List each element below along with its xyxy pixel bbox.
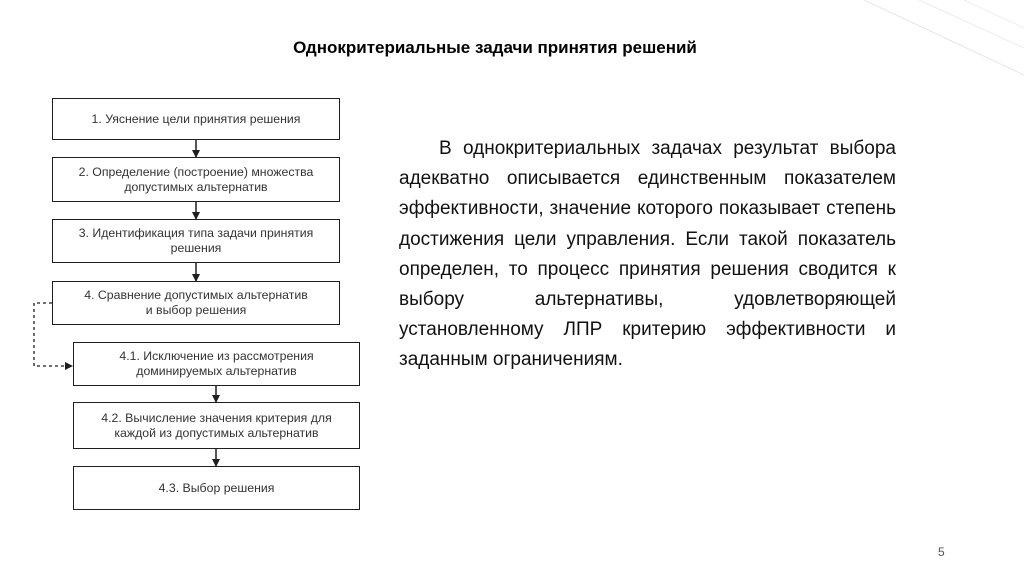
flow-step-3-line-2: решения (170, 241, 222, 255)
flow-step-1-line-1: 1. Уяснение цели принятия решения (91, 111, 301, 126)
flow-step-4-2-line-2: каждой из допустимых альтернатив (114, 425, 319, 440)
flow-step-4-1-line-2: доминируемых альтернатив (136, 364, 297, 378)
flow-step-4-line-2: и выбор решения (145, 303, 247, 317)
flow-step-1 (52, 98, 340, 140)
flow-step-3 (52, 219, 340, 263)
flow-step-2 (52, 157, 340, 202)
flow-step-4-1-line-1: 4.1. Исключение из рассмотрения (119, 349, 314, 363)
slide-title: Однокритериальные задачи принятия решений (293, 38, 697, 57)
flow-step-4-line-1: 4. Сравнение допустимых альтернатив (84, 288, 308, 302)
flow-step-3-line-1: 3. Идентификация типа задачи принятия (78, 226, 314, 240)
flow-step-2-line-2: допустимых альтернатив (124, 179, 268, 194)
page-number: 5 (938, 545, 945, 559)
flow-step-4-3-line-1: 4.3. Выбор решения (158, 480, 275, 495)
flow-step-4-2 (73, 402, 360, 449)
flow-step-4-3 (73, 466, 360, 510)
description-paragraph: В однокритериальных задачах результат выбора адекватно описывается единственным показателем эффективности, значение которого показывает степень достижения цели управления. Если такой показатель определен, то процесс принятия решения сводится к выбору альтернативы, удовлетворяющей установленному ЛПР критерию эффективности и заданным ограничениям. (399, 138, 896, 371)
flow-step-4 (52, 281, 340, 325)
flow-step-2-line-1: 2. Определение (построение) множества (78, 164, 314, 179)
flow-step-4-1 (73, 342, 360, 386)
flow-step-4-2-line-1: 4.2. Вычисление значения критерия для (101, 410, 332, 425)
